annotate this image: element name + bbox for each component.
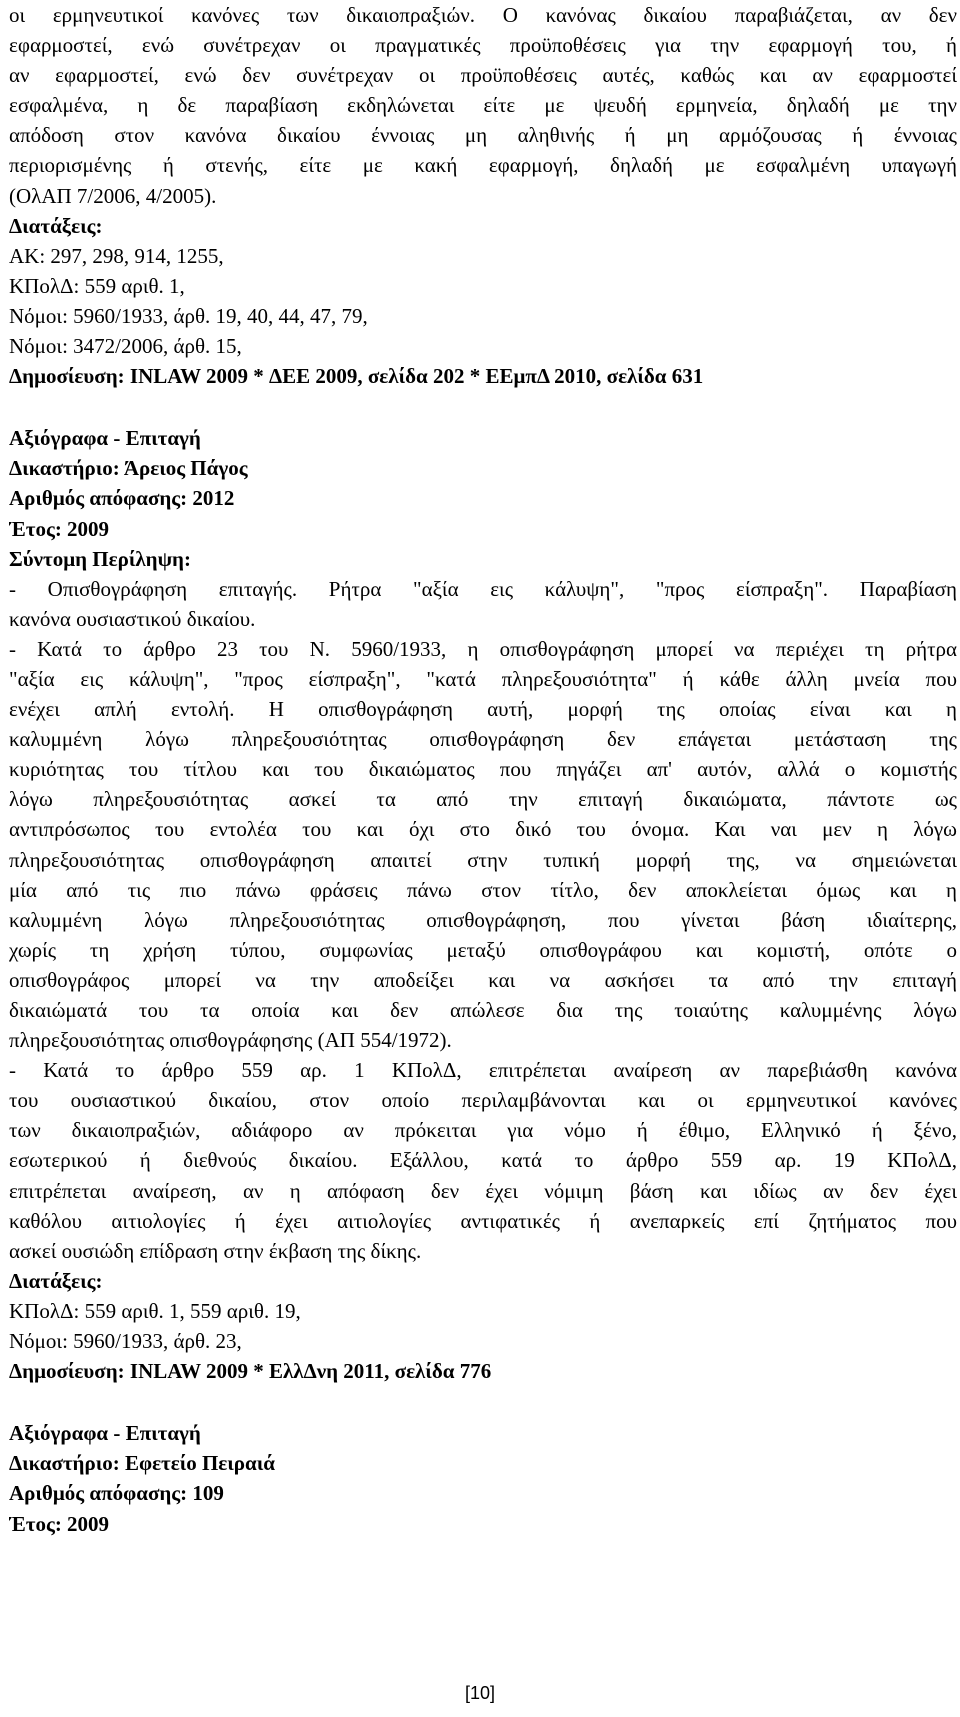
text-line: οι ερμηνευτικοί κανόνες των δικαιοπραξιών. Ο κανόνας δικαίου παραβιάζεται, αν δεν (9, 3, 957, 27)
text-line: καλυμμένη λόγω πληρεξουσιότητας οπισθογράφηση, που γίνεται βάση ιδιαίτερης, (9, 907, 957, 932)
text-line: κυριότητας του τίτλου και του δικαιώματος που πηγάζει απ' αυτόν, αλλά ο κομιστής (9, 757, 957, 782)
paragraph-continuation (9, 0, 957, 211)
decision-year: Έτος: 2009 (9, 516, 110, 541)
decision-number: Αριθμός απόφασης: 109 (9, 1481, 224, 1506)
text-line: πληρεξουσιότητας οπισθογράφηση απαιτεί στην τυπική μορφή της, να σημειώνεται (9, 847, 957, 872)
decision-number: Αριθμός απόφασης: 2012 (9, 486, 235, 511)
text-line: επιτρέπεται αναίρεση, αν η απόφαση δεν έχει νόμιμη βάση και ιδίως αν δεν έχει (9, 1178, 957, 1203)
text-line: αν εφαρμοστεί, ενώ δεν συνέτρεχαν οι προϋποθέσεις αυτές, καθώς και αν εφαρμοστεί (9, 63, 957, 88)
text-line: ασκεί ουσιώδη επίδραση στην έκβαση της δίκης. (9, 1238, 422, 1263)
text-line: χωρίς τη χρήση τύπου, συμφωνίας μεταξύ οπισθογράφου και κομιστή, οπότε ο (9, 937, 957, 962)
text-line: εσφαλμένα, η δε παραβίαση εκδηλώνεται είτε με ψευδή ερμηνεία, δηλαδή με την (9, 93, 957, 118)
decision-year: Έτος: 2009 (9, 1511, 110, 1536)
entry-title: Αξιόγραφα - Επιταγή (9, 1421, 201, 1446)
text-line: μία από τις πιο πάνω φράσεις πάνω στον τίτλο, δεν αποκλείεται όμως και η (9, 877, 957, 902)
text-line: λόγω πληρεξουσιότητας ασκεί τα από την επιταγή δικαιώματα, πάντοτε ως (9, 787, 957, 812)
text-line: (ΟλΑΠ 7/2006, 4/2005). (9, 183, 217, 208)
section-gap (9, 1386, 957, 1418)
provision-item: ΑΚ: 297, 298, 914, 1255, (9, 243, 224, 268)
document-body (9, 0, 957, 1539)
section-gap (9, 391, 957, 423)
court-line: Δικαστήριο: Εφετείο Πειραιά (9, 1451, 275, 1476)
text-line: καλυμμένη λόγω πληρεξουσιότητας οπισθογράφηση δεν επάγεται μετάσταση της (9, 727, 957, 752)
text-line: εφαρμοστεί, ενώ συνέτρεχαν οι πραγματικές προϋποθέσεις για την εφαρμογή του, ή (9, 33, 957, 58)
text-line: - Κατά το άρθρο 23 του Ν. 5960/1933, η οπισθογράφηση μπορεί να περιέχει τη ρήτρα (9, 636, 957, 661)
text-line: ενέχει απλή εντολή. Η οπισθογράφηση αυτή, μορφή της οποίας είναι και η (9, 697, 957, 722)
text-line: του ουσιαστικού δικαίου, στον οποίο περιλαμβάνονται και οι ερμηνευτικοί κανόνες (9, 1088, 957, 1113)
entry-title: Αξιόγραφα - Επιταγή (9, 426, 201, 451)
text-line: αντιπρόσωπος του εντολέα του και όχι στο δικό του όνομα. Και ναι μεν η λόγω (9, 817, 957, 842)
provisions-heading: Διατάξεις: (9, 1268, 103, 1293)
text-line: περιορισμένης ή στενής, είτε με κακή εφαρμογή, δηλαδή με εσφαλμένη υπαγωγή (9, 153, 957, 178)
provision-item: Νόμοι: 3472/2006, άρθ. 15, (9, 334, 242, 359)
text-line: - Κατά το άρθρο 559 αρ. 1 ΚΠολΔ, επιτρέπεται αναίρεση αν παρεβιάσθη κανόνα (9, 1058, 957, 1083)
text-line: οπισθογράφος μπορεί να την αποδείξει και να ασκήσει τα από την επιταγή (9, 967, 957, 992)
provisions-list (9, 241, 957, 361)
summary-paragraph (9, 1055, 957, 1266)
publication-line: Δημοσίευση: INLAW 2009 * ΕλλΔνη 2011, σελίδα 776 (9, 1359, 492, 1384)
text-line: των δικαιοπραξιών, αδιάφορο αν πρόκειται για νόμο ή έθιμο, Ελληνικό ή ξένο, (9, 1118, 957, 1143)
provisions-heading: Διατάξεις: (9, 213, 103, 238)
text-line: - Οπισθογράφηση επιταγής. Ρήτρα "αξία εις κάλυψη", "προς είσπραξη". Παραβίαση (9, 576, 957, 601)
publication-line: Δημοσίευση: INLAW 2009 * ΔΕΕ 2009, σελίδα 202 * ΕΕμπΔ 2010, σελίδα 631 (9, 364, 704, 389)
page-number: [10] (464, 1683, 496, 1703)
summary-heading: Σύντομη Περίληψη: (9, 546, 191, 571)
text-line: κανόνα ουσιαστικού δικαίου. (9, 606, 256, 631)
court-line: Δικαστήριο: Άρειος Πάγος (9, 456, 248, 481)
text-line: καθόλου αιτιολογίες ή έχει αιτιολογίες αντιφατικές ή ανεπαρκείς επί ζητήματος που (9, 1208, 957, 1233)
provisions-list (9, 1296, 957, 1356)
summary-paragraph (9, 634, 957, 1055)
text-line: πληρεξουσιότητας οπισθογράφησης (ΑΠ 554/1972). (9, 1028, 452, 1053)
provision-item: ΚΠολΔ: 559 αριθ. 1, 559 αριθ. 19, (9, 1298, 301, 1323)
text-line: εσωτερικού ή διεθνούς δικαίου. Εξάλλου, κατά το άρθρο 559 αρ. 19 ΚΠολΔ, (9, 1148, 957, 1173)
provision-item: ΚΠολΔ: 559 αριθ. 1, (9, 273, 185, 298)
provision-item: Νόμοι: 5960/1933, άρθ. 19, 40, 44, 47, 79, (9, 303, 368, 328)
text-line: απόδοση στον κανόνα δικαίου έννοιας μη αληθινής ή μη αρμόζουσας ή έννοιας (9, 123, 957, 148)
summary-intro (9, 574, 957, 634)
text-line: δικαιώματά του τα οποία και δεν απώλεσε δια της τοιαύτης καλυμμένης λόγω (9, 998, 957, 1022)
provision-item: Νόμοι: 5960/1933, άρθ. 23, (9, 1329, 242, 1354)
text-line: "αξία εις κάλυψη", "προς είσπραξη", "κατά πληρεξουσιότητα" ή κάθε άλλη μνεία που (9, 666, 957, 691)
